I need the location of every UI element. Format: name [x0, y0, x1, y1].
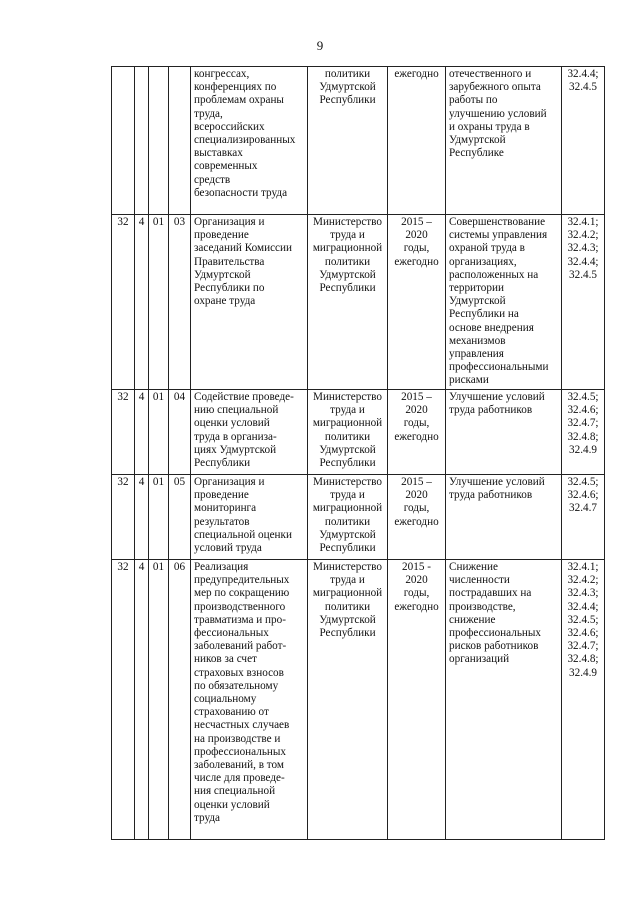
activity-name: конгрессах, конференциях по проблемам охраны труда, всероссийских специализированных выставках современных средств безопасности труда	[191, 67, 308, 215]
code-group: 01	[149, 215, 169, 390]
code-task: 4	[135, 390, 149, 475]
program-activities-table	[111, 66, 605, 840]
code-subprogram: 32	[112, 215, 135, 390]
indicators: 32.4.1; 32.4.2; 32.4.3; 32.4.4; 32.4.5; 32.4.6; 32.4.7; 32.4.8; 32.4.9	[562, 560, 605, 840]
expected-result: Улучшение условий труда работников	[446, 475, 562, 560]
code-group: 01	[149, 560, 169, 840]
activity-name: Организация и проведение заседаний Комиссии Правительства Удмуртской Республики по охране труда	[191, 215, 308, 390]
code-subprogram	[112, 67, 135, 215]
indicators: 32.4.5; 32.4.6; 32.4.7	[562, 475, 605, 560]
term: ежегодно	[388, 67, 446, 215]
code-activity: 06	[169, 560, 191, 840]
code-group: 01	[149, 475, 169, 560]
code-activity: 05	[169, 475, 191, 560]
code-group	[149, 67, 169, 215]
code-subprogram: 32	[112, 390, 135, 475]
code-task	[135, 67, 149, 215]
page-number: 9	[316, 38, 324, 53]
executor: Министерство труда и миграционной политики Удмуртской Республики	[308, 390, 388, 475]
executor: Министерство труда и миграционной политики Удмуртской Республики	[308, 560, 388, 840]
code-task: 4	[135, 560, 149, 840]
code-activity	[169, 67, 191, 215]
table-row	[112, 560, 605, 840]
activity-name: Реализация предупредительных мер по сокращению производственного травматизма и про- фессиональных заболеваний работ- ников за счет страховых взносов по обязательному социальному страхованию от несчастных случаев на производстве и профессиональных заболеваний, в том числе для проведе- ния специальной оценки условий труда	[191, 560, 308, 840]
term: 2015 - 2020 годы, ежегодно	[388, 560, 446, 840]
code-task: 4	[135, 475, 149, 560]
indicators: 32.4.4; 32.4.5	[562, 67, 605, 215]
executor: Министерство труда и миграционной политики Удмуртской Республики	[308, 215, 388, 390]
term: 2015 – 2020 годы, ежегодно	[388, 475, 446, 560]
code-activity: 03	[169, 215, 191, 390]
table-row	[112, 390, 605, 475]
code-activity: 04	[169, 390, 191, 475]
term: 2015 – 2020 годы, ежегодно	[388, 215, 446, 390]
code-task: 4	[135, 215, 149, 390]
expected-result: отечественного и зарубежного опыта работы по улучшению условий и охраны труда в Удмуртской Республике	[446, 67, 562, 215]
term: 2015 – 2020 годы, ежегодно	[388, 390, 446, 475]
code-subprogram: 32	[112, 475, 135, 560]
code-subprogram: 32	[112, 560, 135, 840]
table-row	[112, 215, 605, 390]
table-row	[112, 67, 605, 215]
executor: политики Удмуртской Республики	[308, 67, 388, 215]
expected-result: Улучшение условий труда работников	[446, 390, 562, 475]
activity-name: Организация и проведение мониторинга результатов специальной оценки условий труда	[191, 475, 308, 560]
table-row	[112, 475, 605, 560]
expected-result: Снижение численности пострадавших на производстве, снижение профессиональных рисков работников организаций	[446, 560, 562, 840]
indicators: 32.4.1; 32.4.2; 32.4.3; 32.4.4; 32.4.5	[562, 215, 605, 390]
indicators: 32.4.5; 32.4.6; 32.4.7; 32.4.8; 32.4.9	[562, 390, 605, 475]
expected-result: Совершенствование системы управления охраной труда в организациях, расположенных на территории Удмуртской Республики на основе внедрения механизмов управления профессиональными рисками	[446, 215, 562, 390]
executor: Министерство труда и миграционной политики Удмуртской Республики	[308, 475, 388, 560]
code-group: 01	[149, 390, 169, 475]
activity-name: Содействие проведе- нию специальной оценки условий труда в организа- циях Удмуртской Республики	[191, 390, 308, 475]
